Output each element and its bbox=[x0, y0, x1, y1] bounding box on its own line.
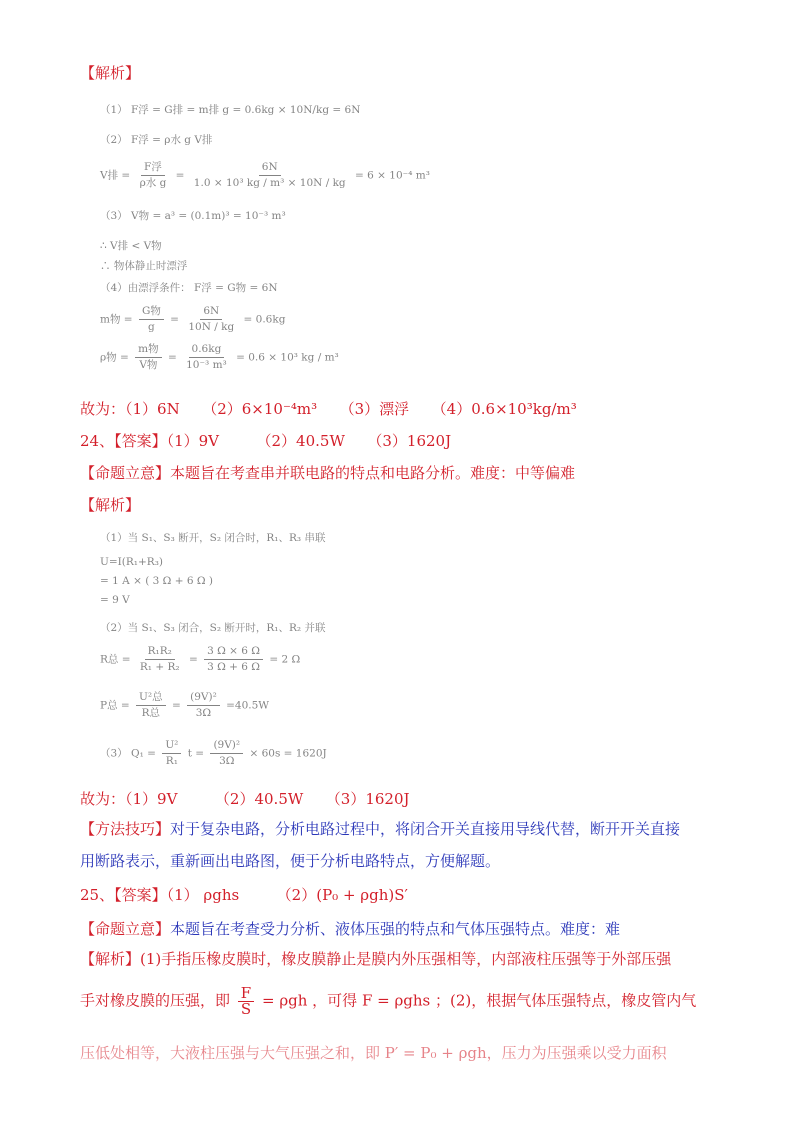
q25-analysis-text-1: (1)手指压橡皮膜时，橡皮膜静止是膜内外压强相等，内部液柱压强等于外部压强 bbox=[140, 950, 672, 968]
q24-tip-text-1: 对于复杂电路，分析电路过程中，将闭合开关直接用导线代替，断开开关直接 bbox=[170, 820, 681, 838]
q25-intent-text: 本题旨在考查受力分析、液体压强的特点和气体压强特点。难度：难 bbox=[170, 920, 621, 938]
q24-answer-heading: 24、【答案】（1）9V （2）40.5W （3）1620J bbox=[80, 432, 452, 450]
q24-answer-summary: 故为：（1）9V （2）40.5W （3）1620J bbox=[80, 790, 410, 808]
analysis-label: 【解析】 bbox=[80, 64, 141, 82]
q25-analysis-line-2: 手对橡皮膜的压强，即 $\frac{F}{S}$ = ρgh ，可得 F = ρghs ；(2)，根据气体压强特点，橡皮管内气 bbox=[80, 984, 697, 1018]
solution-line-6: ∴ 物体静止时漂浮 bbox=[100, 260, 188, 272]
solution-line-9: ρ物 = $\frac{\text{m物}}{\text{V物}}$ = $\frac{0.6kg}{\text{10⁻³ m³}}$ = 0.6 × 10³ kg / m³ bbox=[100, 343, 339, 371]
q25-intent-label: 【命题立意】 bbox=[80, 920, 171, 938]
answer-summary-23: 故为：（1）6N （2）6×10⁻⁴m³ （3）漂浮 （4）0.6×10³kg/m³ bbox=[80, 400, 577, 418]
q24-step-5: （2）当 S₁、S₃ 闭合，S₂ 断开时，R₁、R₂ 并联 bbox=[100, 622, 326, 634]
q24-step-3: = 1 A × ( 3 Ω + 6 Ω ) bbox=[100, 575, 213, 587]
q24-step-6: R总 = $\frac{\text{R₁R₂}}{\text{R₁ + R₂}}$ = $\frac{3 \Omega \times 6 \Omega}{3 \Omega + 6 \Omega}$ = 2 Ω bbox=[100, 645, 301, 673]
q24-step-8: （3） Q₁ = $\frac{\text{U²}}{\text{R₁}}$ t = $\frac{\text{(9V)²}}{3\Omega}$ × 60s = 1620J bbox=[100, 739, 327, 767]
solution-line-3: V排 = $\frac{\text{F浮}}{\text{ρ水 g}}$ = $\frac{6N}{\text{1.0 × 10³ kg / m³ × 10N / kg}}$ = 6 × 10⁻⁴ m³ bbox=[100, 161, 430, 189]
q25-analysis-label: 【解析】 bbox=[80, 950, 141, 968]
q24-intent bbox=[80, 462, 575, 483]
solution-line-5: ∴ V排 < V物 bbox=[100, 240, 162, 252]
q24-tip-line-1 bbox=[80, 818, 680, 839]
q24-step-4: = 9 V bbox=[100, 594, 130, 606]
solution-line-8: m物 = $\frac{\text{G物}}{g}$ = $\frac{6N}{10N / kg}$ = 0.6kg bbox=[100, 305, 286, 333]
q24-analysis-label: 【解析】 bbox=[80, 496, 141, 514]
solution-line-4: （3） V物 = a³ = (0.1m)³ = 10⁻³ m³ bbox=[100, 210, 286, 222]
q24-step-7: P总 = $\frac{\text{U²总}}{\text{R总}}$ = $\frac{\text{(9V)²}}{3\Omega}$ =40.5W bbox=[100, 691, 270, 719]
q24-step-2: U=I(R₁+R₃) bbox=[100, 556, 164, 568]
q24-step-1: （1）当 S₁、S₃ 断开，S₂ 闭合时，R₁、R₃ 串联 bbox=[100, 532, 326, 544]
solution-line-2: （2） F浮 = ρ水 g V排 bbox=[100, 134, 213, 146]
solution-line-1: （1） F浮 = G排 = m排 g = 0.6kg × 10N/kg = 6N bbox=[100, 104, 361, 116]
q24-intent-text: 本题旨在考查串并联电路的特点和电路分析。难度：中等偏难 bbox=[170, 464, 576, 482]
q24-tip-line-2: 用断路表示，重新画出电路图，便于分析电路特点，方便解题。 bbox=[80, 852, 501, 870]
solution-line-7: （4）由漂浮条件： F浮 = G物 = 6N bbox=[100, 282, 278, 294]
q25-analysis-line-3: 压低处相等，大液柱压强与大气压强之和，即 P′ = P₀ + ρgh，压力为压强乘以受力面积 bbox=[80, 1044, 667, 1062]
q24-tip-label: 【方法技巧】 bbox=[80, 820, 171, 838]
q25-intent bbox=[80, 918, 620, 939]
q25-answer-heading: 25、【答案】（1） ρghs （2）(P₀ + ρgh)S′ bbox=[80, 886, 408, 904]
q25-analysis-line-1 bbox=[80, 948, 671, 969]
q24-intent-label: 【命题立意】 bbox=[80, 464, 171, 482]
